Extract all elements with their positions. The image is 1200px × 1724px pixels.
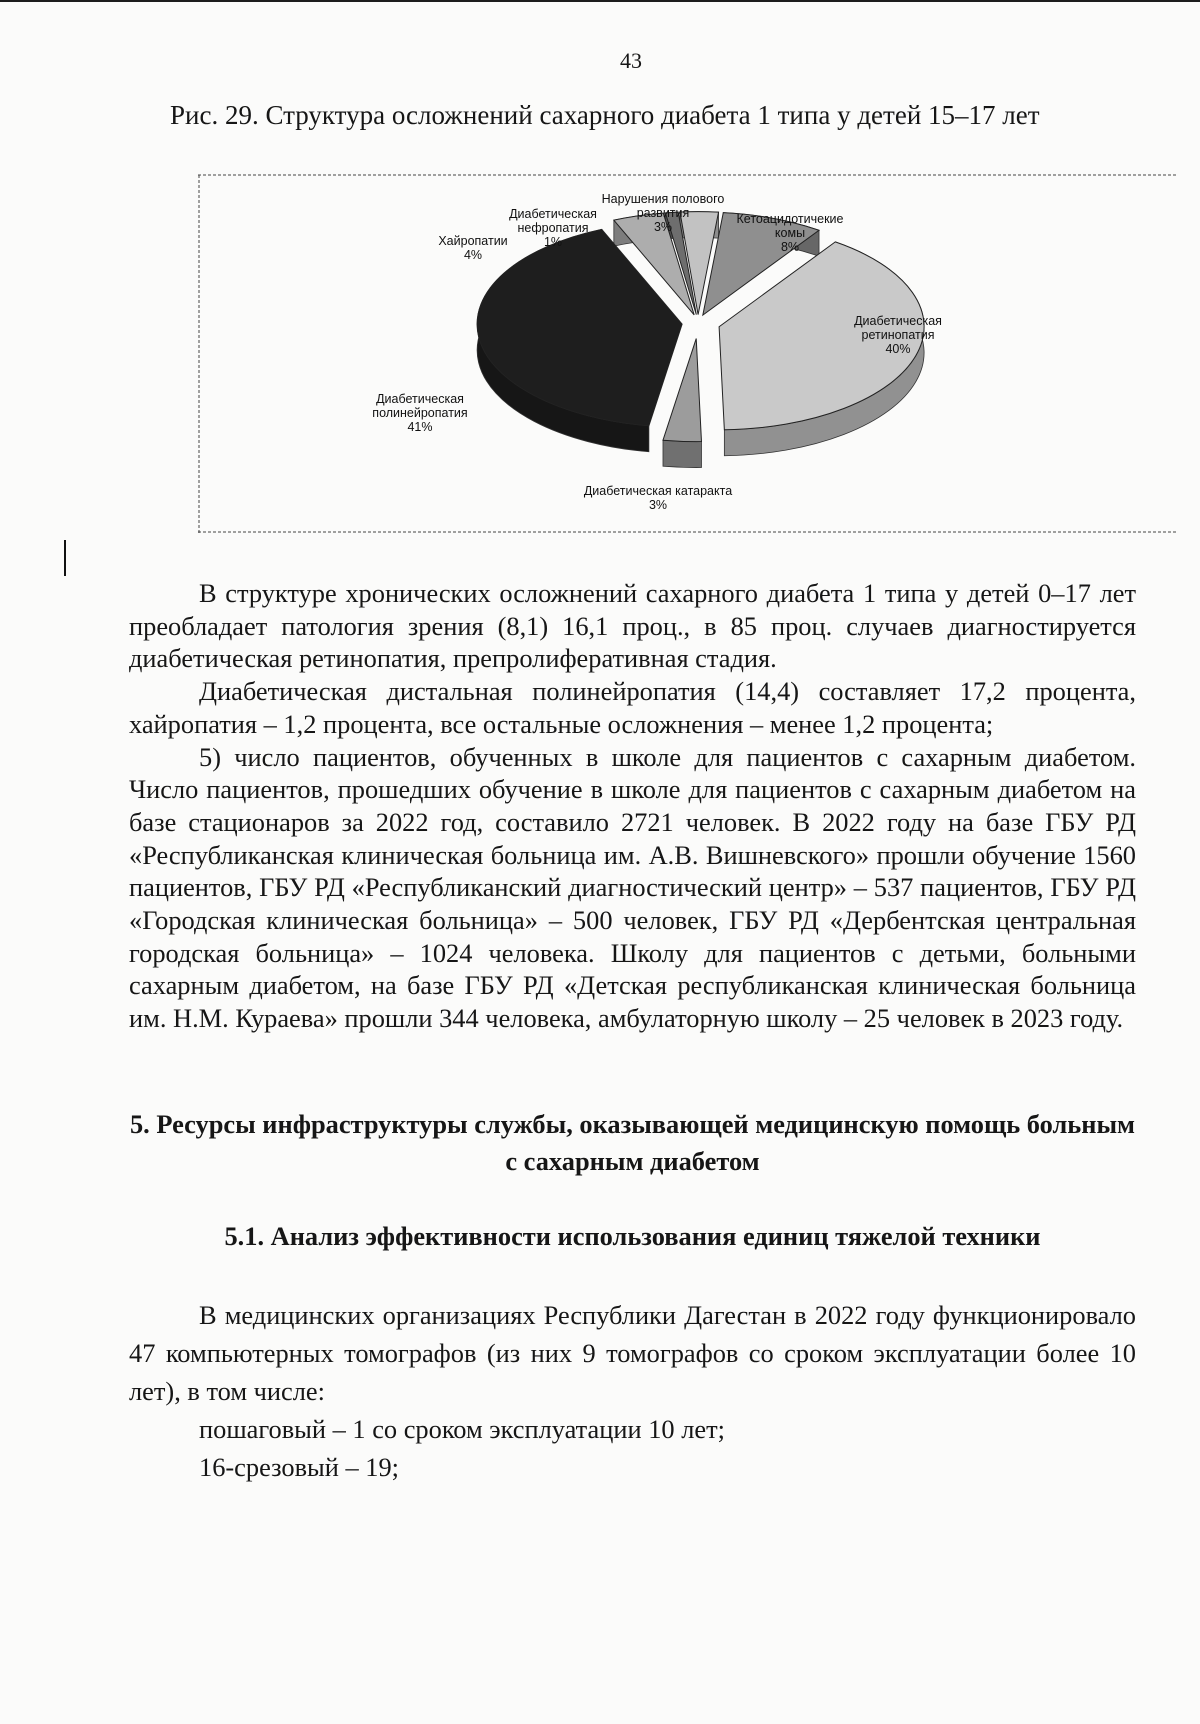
- pie-slices: [477, 212, 924, 468]
- paragraph-ct: В медицинских организациях Республики Дагестан в 2022 году функционировало 47 компьютерных томографов (из них 9 томографов со сроком эксплуатации более 10 лет), в том числе:: [129, 1300, 1136, 1406]
- body-text-block-2: [129, 1296, 1136, 1486]
- paragraph-1: В структуре хронических осложнений сахарного диабета 1 типа у детей 0–17 лет преобладает патология зрения (8,1) 16,1 проц., в 85 проц. случаев диагностируется диабетическая ретинопатия, препролиферативная стадия.: [129, 578, 1136, 674]
- slice-label-line: 41%: [407, 420, 433, 434]
- slice-label-line: Диабетическая катаракта: [583, 484, 733, 498]
- slice-label-диабетическая-катаракта: [584, 484, 732, 512]
- slice-label-line: нефропатия: [517, 221, 589, 235]
- subsection-heading: 5.1. Анализ эффективности использования единиц тяжелой техники: [224, 1221, 1041, 1251]
- pie-chart-svg: [198, 173, 1178, 533]
- slice-label-line: Кетоацидотичекие: [736, 212, 844, 226]
- list-line: пошаговый – 1 со сроком эксплуатации 10 лет;: [199, 1414, 725, 1444]
- list-line: 16-срезовый – 19;: [199, 1452, 400, 1482]
- slice-label-line: Диабетическая: [509, 207, 597, 221]
- slice-label-хайропатии: [438, 234, 507, 262]
- slice-label-line: Диабетическая: [854, 314, 942, 328]
- slice-label-line: Хайропатии: [438, 234, 508, 248]
- slice-label-диабетическая-полинейропатия: [372, 392, 467, 434]
- slice-label-line: комы: [774, 226, 806, 240]
- paragraph-2: Диабетическая дистальная полинейропатия (14,4) составляет 17,2 процента, хайропатия – 1,2 процента, все остальные осложнения – менее 1,2 процента;: [129, 676, 1136, 739]
- slice-label-line: 1%: [543, 235, 563, 249]
- slice-label-line: 8%: [780, 240, 800, 254]
- section-heading: 5. Ресурсы инфраструктуры службы, оказывающей медицинскую помощь больным с сахарным диабетом: [129, 1109, 1136, 1176]
- slice-label-line: 4%: [463, 248, 483, 262]
- slice-label-line: 3%: [653, 220, 673, 234]
- figure-caption: Рис. 29. Структура осложнений сахарного диабета 1 типа у детей 15–17 лет: [170, 100, 1040, 130]
- slice-label-line: 3%: [648, 498, 668, 512]
- page-number: 43: [620, 48, 642, 73]
- body-text-block-1: [129, 577, 1136, 1035]
- slice-label-line: Нарушения полового: [601, 192, 725, 206]
- slice-label-line: 40%: [885, 342, 911, 356]
- page-top-edge: [0, 0, 1200, 2]
- paragraph-3: 5) число пациентов, обученных в школе для пациентов с сахарным диабетом. Число пациентов, прошедших обучение в школе для пациентов с сахарным диабетом на базе стационаров за 2022 год, составило 2721 человек. В 2022 году на базе ГБУ РД «Республиканская клиническая больница им. А.В. Вишневского» прошли обучение 1560 пациентов, ГБУ РД «Республиканский диагностический центр» – 537 пациентов, ГБУ РД «Городская клиническая больница» – 500 человек, ГБУ РД «Дербентская центральная городская больница» – 1024 человека. Школу для пациентов с детьми, больными сахарным диабетом, на базе ГБУ РД «Детская республиканская клиническая больница им. Н.М. Кураева» прошли 344 человека, амбулаторную школу – 25 человек в 2023 году.: [129, 741, 1136, 1034]
- pie-chart: [198, 173, 1178, 533]
- pie-slice-side-диабетическая-катаракта: [663, 440, 701, 467]
- slice-label-line: развития: [636, 206, 690, 220]
- margin-change-bar: [64, 540, 66, 576]
- slice-label-line: Диабетическая: [376, 392, 464, 406]
- slice-label-line: полинейропатия: [372, 406, 468, 420]
- slice-label-line: ретинопатия: [861, 328, 935, 342]
